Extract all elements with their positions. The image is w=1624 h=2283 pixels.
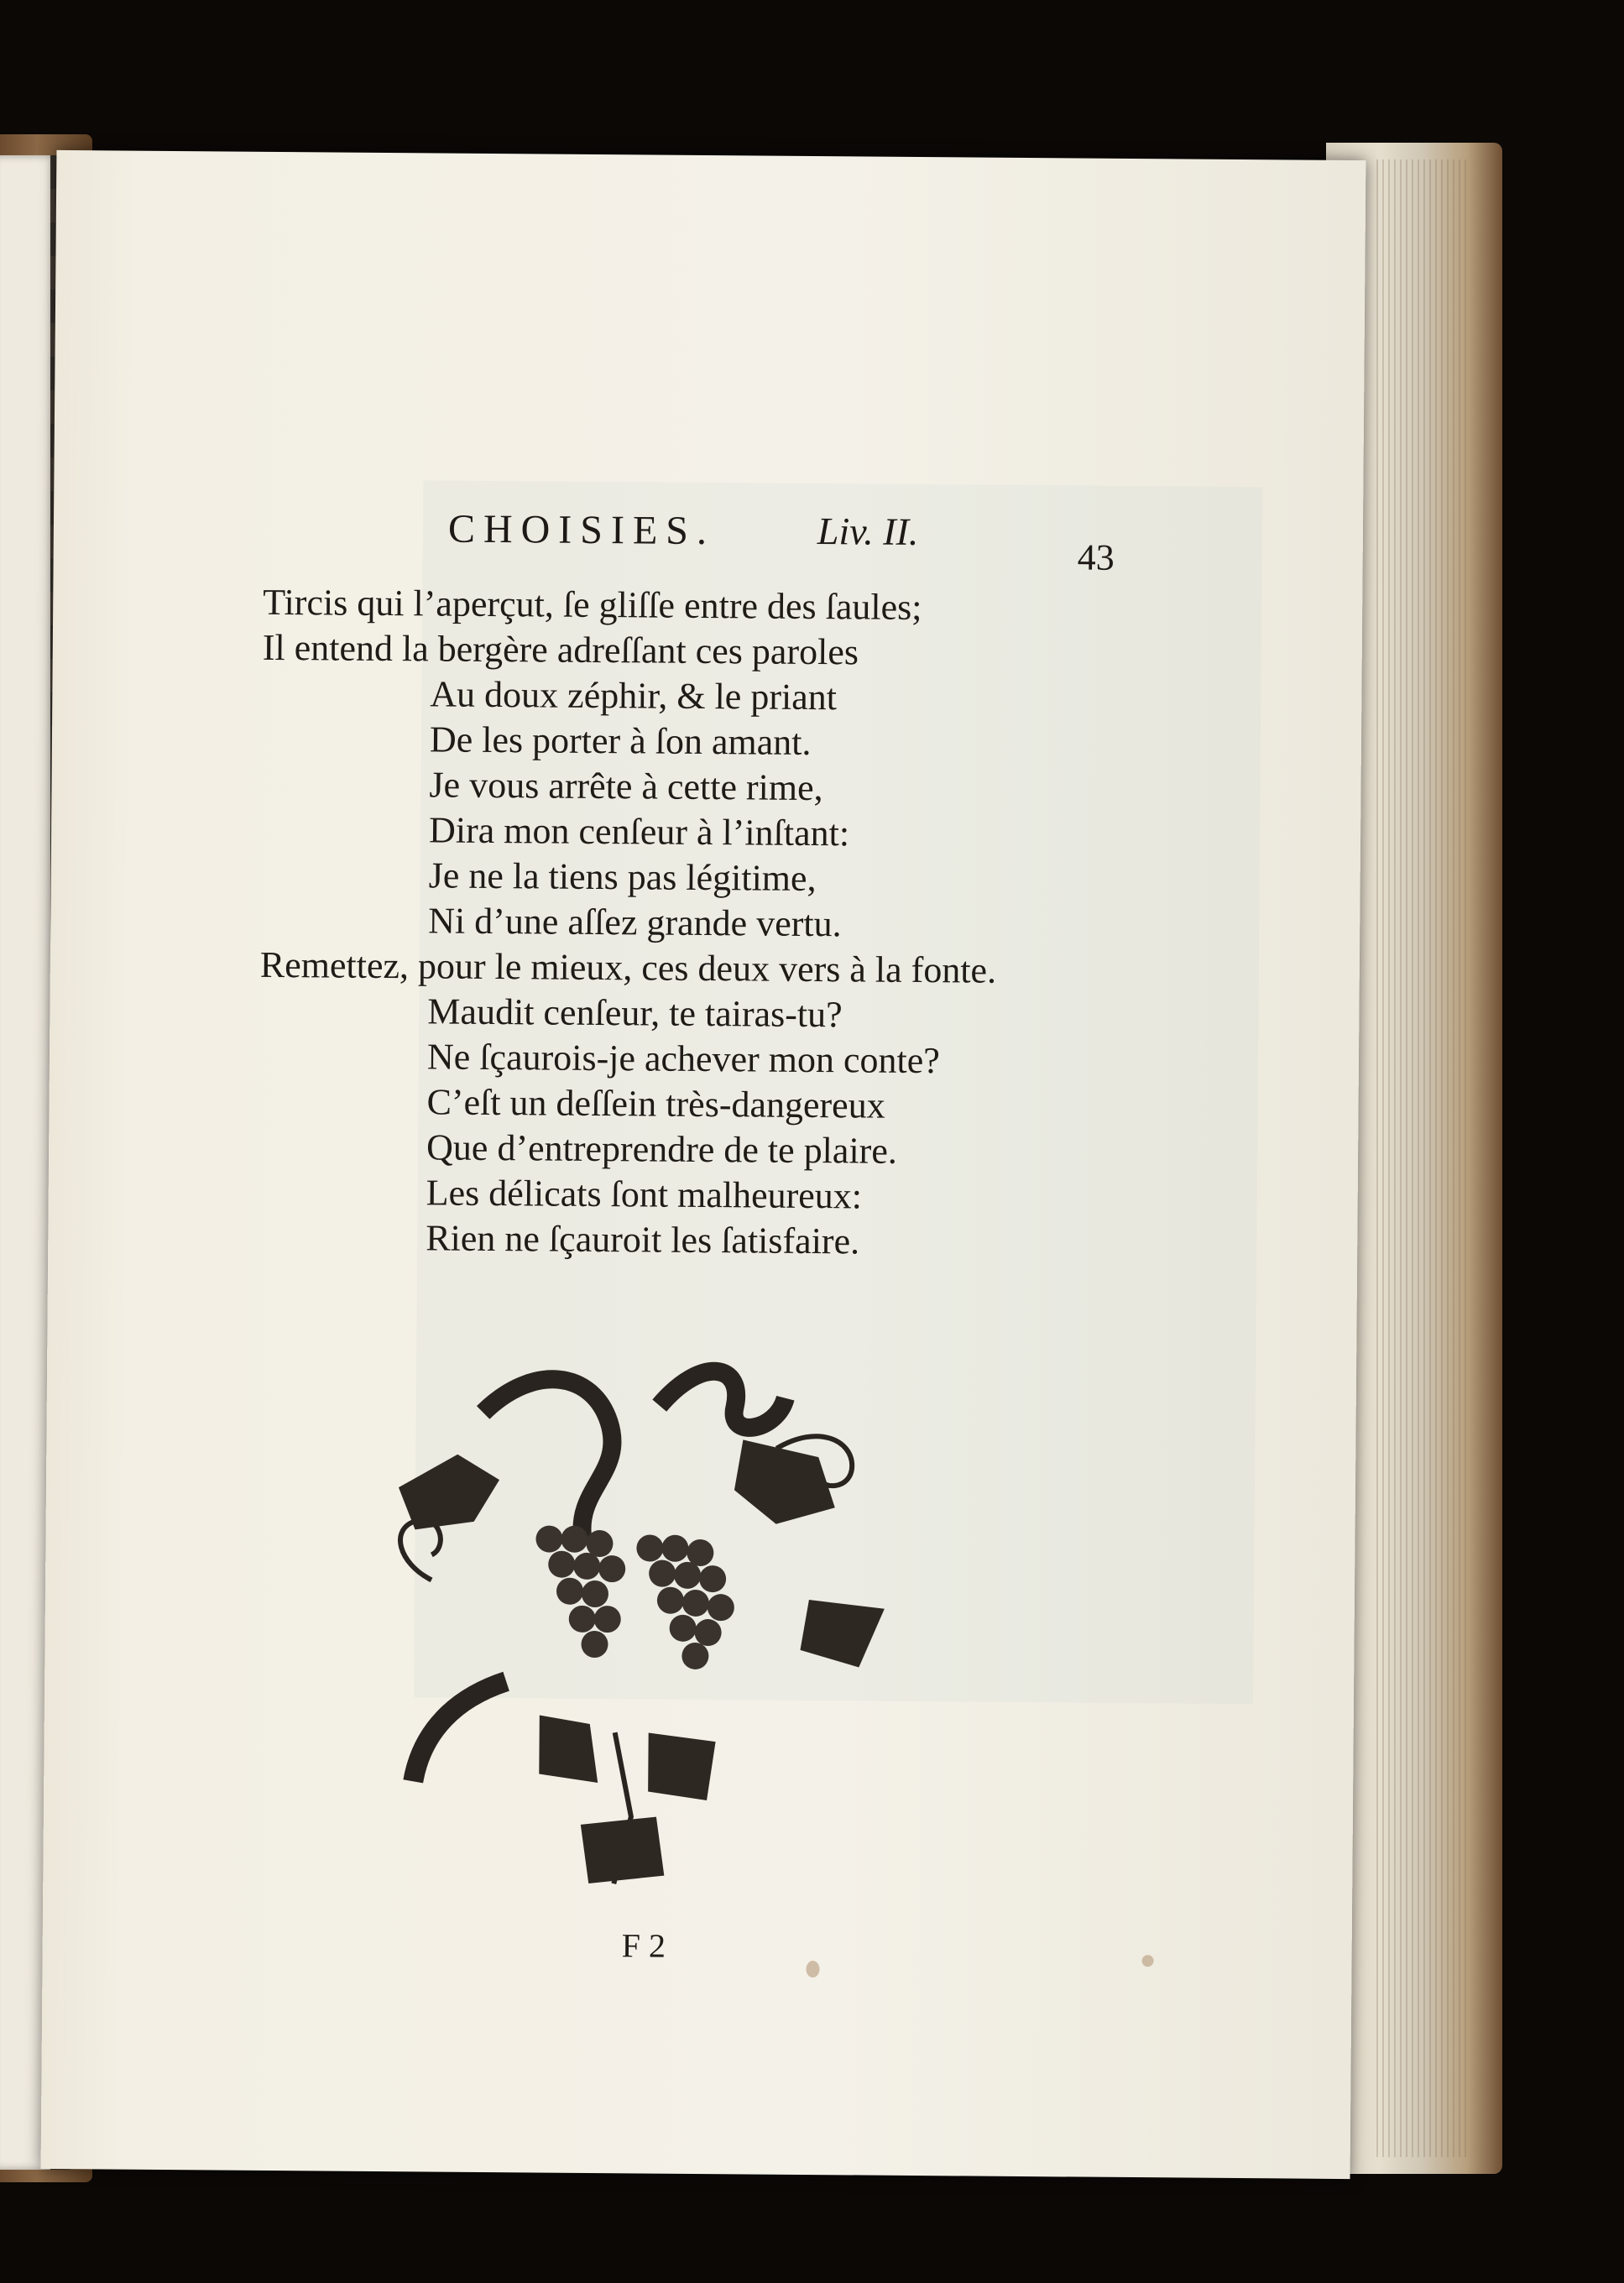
foxing-spot bbox=[806, 1961, 819, 1977]
grapes bbox=[535, 1525, 734, 1669]
verse-line: Dira mon cenſeur à l’inſtant: bbox=[428, 809, 850, 854]
grape-cluster-ornament bbox=[379, 1345, 953, 1903]
running-head-book: Liv. II. bbox=[817, 509, 919, 553]
verse-line: Je ne la tiens pas légitime, bbox=[428, 854, 817, 900]
signature-mark: F 2 bbox=[621, 1926, 666, 1965]
verse-line: De les porter à ſon amant. bbox=[429, 718, 812, 763]
verse-line: Il entend la bergère adreſſant ces paroles bbox=[262, 626, 859, 673]
foxing-spot bbox=[1142, 1955, 1154, 1967]
verse-line: Maudit cenſeur, te tairas-tu? bbox=[427, 990, 843, 1036]
verse-line: Je vous arrête à cette rime, bbox=[429, 764, 823, 809]
verse-line: Ne ſçaurois-je achever mon conte? bbox=[426, 1036, 940, 1082]
verse-line: C’eſt un deſſein très-dangereux bbox=[426, 1081, 885, 1126]
page-edges bbox=[1376, 159, 1469, 2157]
verse-line: Les délicats ſont malheureux: bbox=[426, 1172, 863, 1217]
poem-text bbox=[258, 580, 1152, 1267]
running-head bbox=[398, 505, 1238, 579]
verse-line: Remettez, pour le mieux, ces deux vers à la fonte. bbox=[259, 943, 997, 991]
verse-line: Tircis qui l’aperçut, ſe gliſſe entre des ſaules; bbox=[263, 581, 922, 629]
verse-line: Rien ne ſçauroit les ſatisfaire. bbox=[426, 1217, 860, 1262]
running-head-title: CHOISIES. bbox=[447, 506, 716, 554]
verse-line: Au doux zéphir, & le priant bbox=[430, 673, 838, 718]
verse-line: Ni d’une aſſez grande vertu. bbox=[428, 900, 842, 945]
page-number: 43 bbox=[1077, 536, 1115, 578]
book-page bbox=[41, 150, 1366, 2179]
verse-line: Que d’entreprendre de te plaire. bbox=[426, 1126, 898, 1172]
